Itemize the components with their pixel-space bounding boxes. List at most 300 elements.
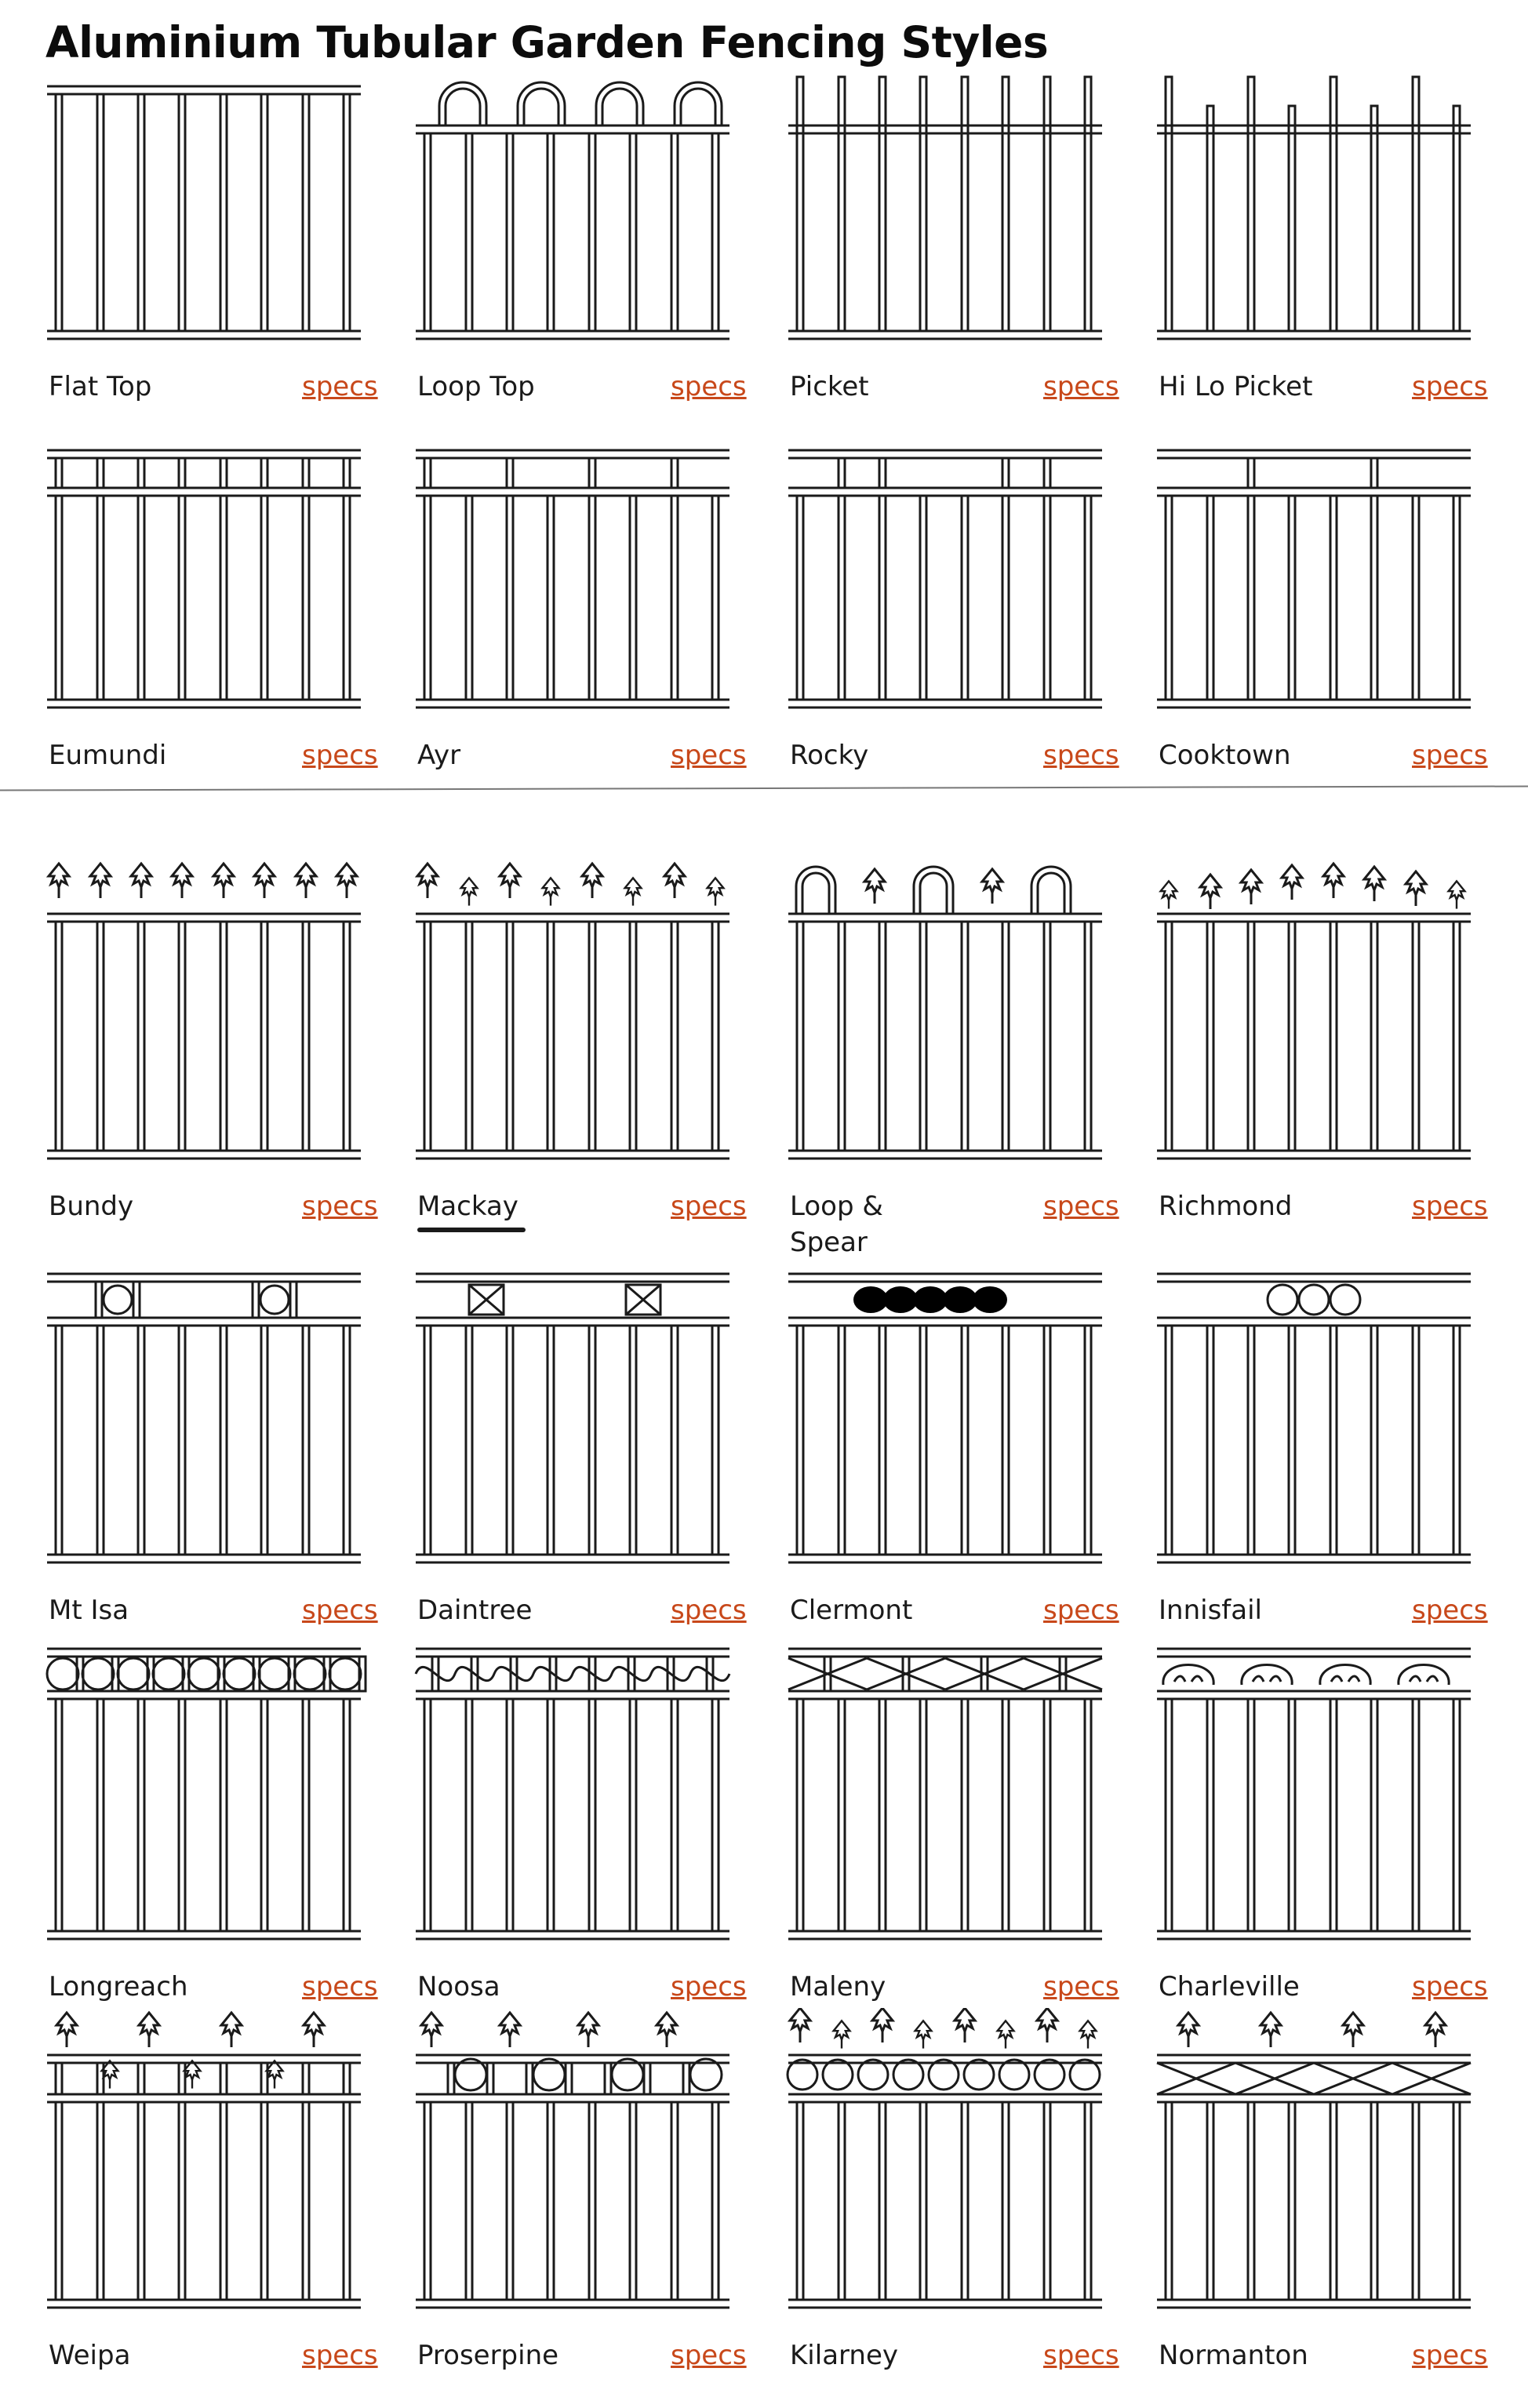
picket-bar [344,1699,350,1931]
picket-bar [630,133,636,331]
picket-bar [1002,1326,1009,1555]
specs-link[interactable]: specs [302,1971,378,2002]
specs-link[interactable]: specs [1412,371,1488,402]
spear-finial [417,864,438,898]
picket-bar [839,922,845,1151]
picket-bar [644,2063,650,2094]
picket-bar [466,2102,472,2300]
fence-style-name: Richmond [1159,1191,1293,1222]
picket-bar [220,2063,227,2094]
spear-finial [221,2013,242,2047]
spear-finial [461,878,478,905]
picket-bar [56,94,62,331]
fence-style-name: Picket [790,371,869,402]
picket-bar [1248,1699,1254,1931]
picket-bar [97,1326,104,1555]
picket-bar [138,1326,144,1555]
fence-style-name: Charleville [1159,1971,1300,2002]
picket-bar [138,1699,144,1931]
fence-illustration [773,1639,1118,1953]
picket-bar [920,496,926,700]
picket-bar [97,2063,104,2094]
spear-finial [254,864,275,898]
fence-style-name: Noosa [417,1971,500,2002]
ring-ornament [329,1658,361,1690]
spear-finial [834,2021,850,2048]
spear-finial [1037,2008,1057,2042]
picket-bar [1002,77,1009,331]
picket-bar [548,1699,554,1931]
picket-bar [1330,1699,1337,1931]
picket-bar [359,1657,366,1691]
picket-bar [1166,2102,1172,2300]
fence-style-card [773,439,1118,808]
picket-bar [671,458,678,488]
picket-bar [179,94,185,331]
picket-bar [507,2102,513,2300]
picket-bar [1248,458,1254,488]
picket-bar [179,496,185,700]
specs-link[interactable]: specs [671,1971,747,2002]
specs-link[interactable]: specs [302,1191,378,1222]
picket-bar [1248,922,1254,1151]
picket-bar [1371,458,1377,488]
specs-link[interactable]: specs [671,1595,747,1626]
ring-ornament [1070,2060,1100,2090]
picket-bar [1044,77,1050,331]
picket-bar [56,922,62,1151]
ring-ornament [929,2060,959,2090]
picket-bar [920,77,926,331]
picket-bar [797,496,803,700]
picket-bar [671,1326,678,1555]
picket-bar [1453,2102,1460,2300]
picket-bar [1330,2102,1337,2300]
spear-finial [1406,871,1426,906]
picket-bar [344,2102,350,2300]
picket-bar [97,1699,104,1931]
picket-bar [879,496,886,700]
fence-illustration [1141,71,1486,353]
picket-bar [548,496,554,700]
picket-bar [1002,2102,1009,2300]
picket-bar [1085,2102,1091,2300]
spear-finial [56,2013,77,2047]
spear-finial [998,2021,1014,2048]
picket-bar [797,1326,803,1555]
picket-bar [466,1326,472,1555]
spear-finial [708,878,724,905]
picket-bar [344,1326,350,1555]
picket-bar [1207,496,1213,700]
picket-bar [797,922,803,1151]
picket-bar [507,922,513,1151]
picket-bar [96,1282,102,1318]
fence-style-name: Cooktown [1159,740,1291,771]
picket-bar [839,1699,845,1931]
spear-finial [582,864,602,898]
picket-bar [962,496,968,700]
spear-finial [500,2013,520,2047]
fence-style-card [400,859,745,1259]
specs-link[interactable]: specs [1412,1191,1488,1222]
fence-style-card [400,1639,745,2039]
fence-illustration [773,439,1118,722]
handwritten-underline [417,1228,526,1232]
picket-bar [712,133,719,331]
fence-style-card [1141,859,1486,1259]
fence-style-name: Hi Lo Picket [1159,371,1313,402]
picket-bar [879,458,886,488]
picket-bar [1289,2102,1295,2300]
fence-style-name: Daintree [417,1595,533,1626]
picket-bar [920,1699,926,1931]
fence-style-card [1141,439,1486,808]
spear-finial [578,2013,598,2047]
picket-bar [97,496,104,700]
fence-style-name: Mt Isa [49,1595,129,1626]
picket-bar [1002,922,1009,1151]
picket-bar [962,922,968,1151]
picket-bar [920,2102,926,2300]
picket-bar [56,496,62,700]
picket-bar [138,922,144,1151]
picket-bar [138,2063,144,2094]
picket-bar [1044,1699,1050,1931]
spear-finial [1200,875,1221,909]
picket-bar [56,1326,62,1555]
picket-bar [839,2102,845,2300]
picket-bar [797,77,803,331]
fence-style-name: Bundy [49,1191,134,1222]
picket-bar [507,458,513,488]
picket-bar [303,496,309,700]
picket-bar [1330,496,1337,700]
specs-link[interactable]: specs [1043,2340,1119,2371]
picket-bar [138,496,144,700]
picket-bar [879,1699,886,1931]
picket-bar [261,94,267,331]
specs-link[interactable]: specs [671,1191,747,1222]
picket-bar [507,1326,513,1555]
specs-link[interactable]: specs [1043,1595,1119,1626]
spear-finial [296,864,316,898]
spear-finial [1178,2013,1199,2047]
fence-style-name: Mackay [417,1191,518,1222]
fence-style-name: Maleny [790,1971,886,2002]
fence-style-name: Eumundi [49,740,167,771]
fence-style-name: Loop & Spear [790,1191,883,1258]
picket-bar [630,1326,636,1555]
picket-bar [605,2063,611,2094]
picket-bar [1044,496,1050,700]
picket-bar [683,2063,689,2094]
picket-bar [1002,1699,1009,1931]
ring-ornament [82,1658,114,1690]
picket-bar [548,922,554,1151]
picket-bar [1413,922,1419,1151]
fence-illustration [1141,2008,1486,2322]
picket-bar [630,922,636,1151]
picket-bar [1207,1699,1213,1931]
picket-bar [261,496,267,700]
fence-style-card [31,1263,377,1663]
spear-finial [872,2008,893,2042]
fence-style-name: Kilarney [790,2340,898,2371]
picket-bar [220,458,227,488]
picket-bar [220,922,227,1151]
scroll-curl-ornament [1399,1665,1449,1686]
picket-bar [220,1326,227,1555]
fence-illustration [31,859,377,1173]
picket-bar [253,1282,259,1318]
picket-bar [261,922,267,1151]
picket-bar [962,1699,968,1931]
fence-illustration [400,71,745,353]
specs-link[interactable]: specs [1043,1971,1119,2002]
picket-bar [1371,1699,1377,1931]
specs-link[interactable]: specs [302,371,378,402]
picket-bar [1289,1699,1295,1931]
picket-bar [671,1699,678,1931]
picket-bar [879,922,886,1151]
ring-ornament [1035,2060,1064,2090]
picket-bar [671,922,678,1151]
picket-bar [1044,1326,1050,1555]
fence-illustration [31,2008,377,2322]
picket-bar [220,496,227,700]
specs-link[interactable]: specs [302,1595,378,1626]
picket-bar [138,2102,144,2300]
spear-finial [1241,870,1261,904]
picket-bar [1002,458,1009,488]
picket-bar [1371,922,1377,1151]
picket-bar [1413,2102,1419,2300]
picket-bar [920,1326,926,1555]
picket-bar [424,922,431,1151]
spear-finial [213,864,234,898]
picket-bar [1371,106,1377,331]
picket-bar [671,2102,678,2300]
picket-bar [303,1699,309,1931]
picket-bar [839,458,845,488]
picket-bar [1453,106,1460,331]
ring-ornament [858,2060,888,2090]
picket-bar [671,133,678,331]
picket-bar [797,1699,803,1931]
spear-finial [657,2013,677,2047]
picket-bar [220,94,227,331]
spear-finial [982,869,1002,904]
picket-bar [1166,77,1172,331]
picket-bar [589,1326,595,1555]
picket-bar [97,458,104,488]
picket-bar [179,458,185,488]
picket-bar [589,458,595,488]
fence-style-name: Weipa [49,2340,131,2371]
specs-link[interactable]: specs [671,371,747,402]
picket-bar [1207,2102,1213,2300]
picket-bar [712,922,719,1151]
picket-bar [712,496,719,700]
picket-bar [1248,1326,1254,1555]
specs-link[interactable]: specs [1412,740,1488,771]
picket-bar [879,1326,886,1555]
picket-bar [1085,922,1091,1151]
fence-style-card [1141,2008,1486,2408]
spear-finial [267,2061,283,2088]
fence-style-name: Normanton [1159,2340,1308,2371]
picket-bar [1289,496,1295,700]
picket-bar [344,922,350,1151]
picket-bar [1330,922,1337,1151]
picket-bar [344,496,350,700]
fence-style-card [400,1263,745,1663]
picket-bar [424,2102,431,2300]
fence-illustration [31,1263,377,1577]
ring-ornament [964,2060,994,2090]
spear-finial [1343,2013,1363,2047]
picket-bar [962,1326,968,1555]
fence-style-card [773,1263,1118,1663]
fence-illustration [773,71,1118,353]
picket-bar [303,922,309,1151]
specs-link[interactable]: specs [302,740,378,771]
fence-style-card [31,439,377,808]
picket-bar [56,2063,62,2094]
picket-bar [839,496,845,700]
scroll-curl-ornament [1242,1665,1292,1686]
specs-link[interactable]: specs [1043,371,1119,402]
fence-style-card [773,859,1118,1259]
picket-bar [962,2102,968,2300]
picket-bar [1085,1699,1091,1931]
ring-ornament [260,1286,289,1314]
specs-link[interactable]: specs [302,2340,378,2371]
picket-bar [507,133,513,331]
picket-bar [1413,1326,1419,1555]
fence-style-card [1141,71,1486,439]
picket-bar [56,458,62,488]
fence-style-card [1141,1639,1486,2039]
fence-style-card [31,859,377,1259]
picket-bar [303,2102,309,2300]
picket-bar [589,2102,595,2300]
picket-bar [1453,1699,1460,1931]
specs-link[interactable]: specs [1412,1595,1488,1626]
picket-bar [424,1699,431,1931]
ring-ornament [1330,1285,1360,1315]
picket-bar [261,1699,267,1931]
picket-bar [630,1699,636,1931]
picket-bar [1248,77,1254,331]
scroll-chain-ornament [853,1286,1007,1313]
fence-style-card [773,2008,1118,2408]
picket-bar [179,2102,185,2300]
picket-bar [56,1699,62,1931]
specs-link[interactable]: specs [671,2340,747,2371]
picket-bar [220,2102,227,2300]
picket-bar [1413,77,1419,331]
spear-finial [625,878,642,905]
picket-bar [179,1699,185,1931]
picket-bar [220,1699,227,1931]
spear-finial [664,864,685,898]
picket-bar [466,496,472,700]
fence-style-card [400,2008,745,2408]
specs-link[interactable]: specs [1043,1191,1119,1222]
picket-bar [1207,1326,1213,1555]
picket-bar [1413,1699,1419,1931]
picket-bar [879,77,886,331]
fence-style-name: Flat Top [49,371,152,402]
picket-bar [290,1282,297,1318]
picket-bar [97,2102,104,2300]
fence-style-card [400,71,745,439]
picket-bar [466,1699,472,1931]
fence-style-card [31,1639,377,2039]
fence-style-card [400,439,745,808]
picket-bar [1248,2102,1254,2300]
picket-bar [1371,1326,1377,1555]
fence-style-name: Longreach [49,1971,188,2002]
specs-link[interactable]: specs [1412,1971,1488,2002]
scroll-curl-ornament [1320,1665,1370,1686]
spear-finial [304,2013,324,2047]
fence-style-card [773,71,1118,439]
specs-link[interactable]: specs [671,740,747,771]
fence-illustration [31,439,377,722]
picket-bar [466,922,472,1151]
picket-bar [879,2102,886,2300]
specs-link[interactable]: specs [1412,2340,1488,2371]
picket-bar [138,458,144,488]
picket-bar [507,1699,513,1931]
spear-finial [184,2061,201,2088]
picket-bar [712,1699,719,1931]
picket-bar [589,922,595,1151]
specs-link[interactable]: specs [1043,740,1119,771]
picket-bar [1289,106,1295,331]
ring-ornament [294,1658,326,1690]
fence-illustration [400,2008,745,2322]
spear-finial [131,864,151,898]
fence-style-name: Ayr [417,740,461,771]
picket-bar [1044,458,1050,488]
picket-bar [261,1326,267,1555]
spear-finial [1080,2021,1097,2048]
spear-finial [790,2008,810,2042]
picket-bar [303,94,309,331]
picket-bar [1166,496,1172,700]
picket-bar [261,458,267,488]
fence-style-card [31,71,377,439]
picket-bar [1207,106,1213,331]
picket-bar [920,922,926,1151]
picket-bar [179,1326,185,1555]
wave-scroll-ornament [416,1667,729,1680]
picket-bar [1166,1326,1172,1555]
picket-bar [487,2063,493,2094]
picket-bar [424,458,431,488]
picket-bar [566,2063,572,2094]
spear-finial [337,864,357,898]
spear-finial [1282,865,1302,900]
ring-ornament [1268,1285,1297,1315]
ring-ornament [823,2060,853,2090]
picket-bar [1413,496,1419,700]
picket-bar [133,1282,140,1318]
